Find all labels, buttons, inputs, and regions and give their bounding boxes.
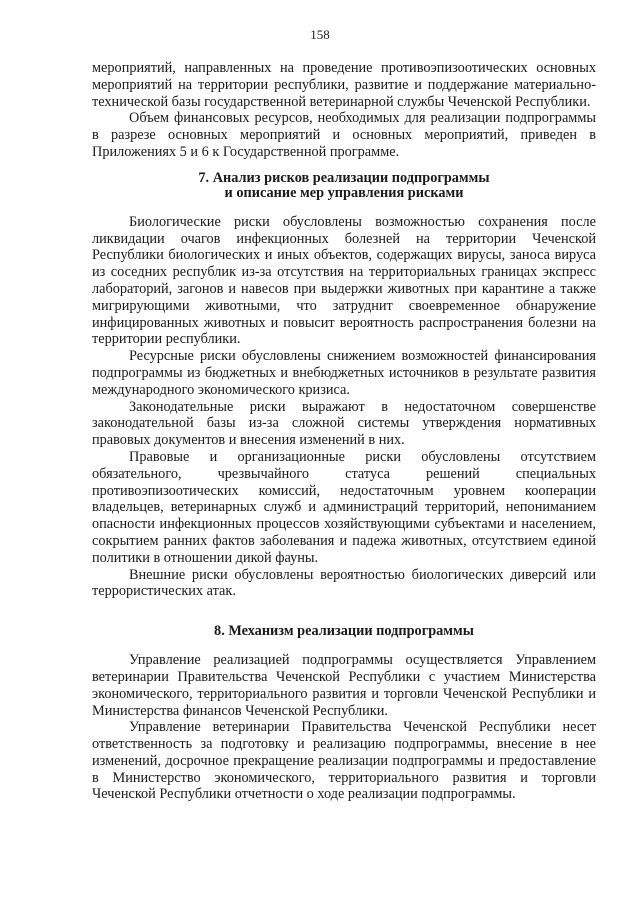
paragraph-responsibility: Управление ветеринарии Правительства Чеченской Республики несет ответственность за подготовку и реализацию подпрограммы, внесение в нее изменений, досрочное прекращение реализации подпрограммы и предоставление в Министерство экономического, территориального развития и торговли Чеченской Республики отчетности о ходе реализации подпрограммы. — [92, 719, 596, 803]
paragraph-resource-risks: Ресурсные риски обусловлены снижением возможностей финансирования подпрограммы из бюджетных и внебюджетных источников в результате развития международного экономического кризиса. — [92, 348, 596, 398]
section-7-title-line1: 7. Анализ рисков реализации подпрограммы — [198, 169, 490, 186]
paragraph-legislative-risks: Законодательные риски выражают в недостаточном совершенстве законодательной базы из-за сложной системы утверждения нормативных правовых документов и внесения изменений в них. — [92, 398, 596, 449]
section-7-title-line2: и описание мер управления рисками — [224, 184, 464, 201]
paragraph-external-risks: Внешние риски обусловлены вероятностью биологических диверсий или террористических атак. — [92, 566, 596, 600]
document-body — [92, 60, 596, 803]
page-number: 158 — [310, 27, 330, 42]
paragraph-management: Управление реализацией подпрограммы осуществляется Управлением ветеринарии Правительства Чеченской Республики с участием Министерства экономического, территориального развития и торговли Чеченской Республики и Министерства финансов Чеченской Республики. — [92, 652, 596, 719]
paragraph-continuation: мероприятий, направленных на проведение противоэпизоотических основных мероприятий на территории республики, развитие и поддержание материально-технической базы государственной ветеринарной службы Чеченской Республики. — [92, 60, 596, 110]
section-8-heading: 8. Механизм реализации подпрограммы — [214, 623, 474, 640]
section-7-heading — [92, 171, 596, 201]
paragraph-biological-risks: Биологические риски обусловлены возможностью сохранения после ликвидации очагов инфекционных болезней на территории Чеченской Республики биологических и иных объектов, содержащих вирусы, заноса вируса из соседних республик из-за отсутствия на территориальных границах экспресс лабораторий, загонов и навесов при выдержки животных при карантине а также мигрирующими животными, что затруднит своевременное обнаружение инфицированных животных и повысит вероятность распространения болезни на территории республики. — [92, 213, 596, 348]
paragraph-financing: Объем финансовых ресурсов, необходимых для реализации подпрограммы в разрезе основных мероприятий и основных мероприятий, приведен в Приложениях 5 и 6 к Государственной программе. — [92, 110, 596, 160]
paragraph-legal-risks: Правовые и организационные риски обусловлены отсутствием обязательного, чрезвычайного статуса решений специальных противоэпизоотических комиссий, недостаточным уровнем кооперации владельцев, ветеринарных служб и администраций территорий, непониманием опасности инфекционных процессов хозяйствующими субъектами и населением, сокрытием ранних фактов заболевания и падежа животных, отсутствием единой политики в отношении дикой фауны. — [92, 448, 596, 566]
